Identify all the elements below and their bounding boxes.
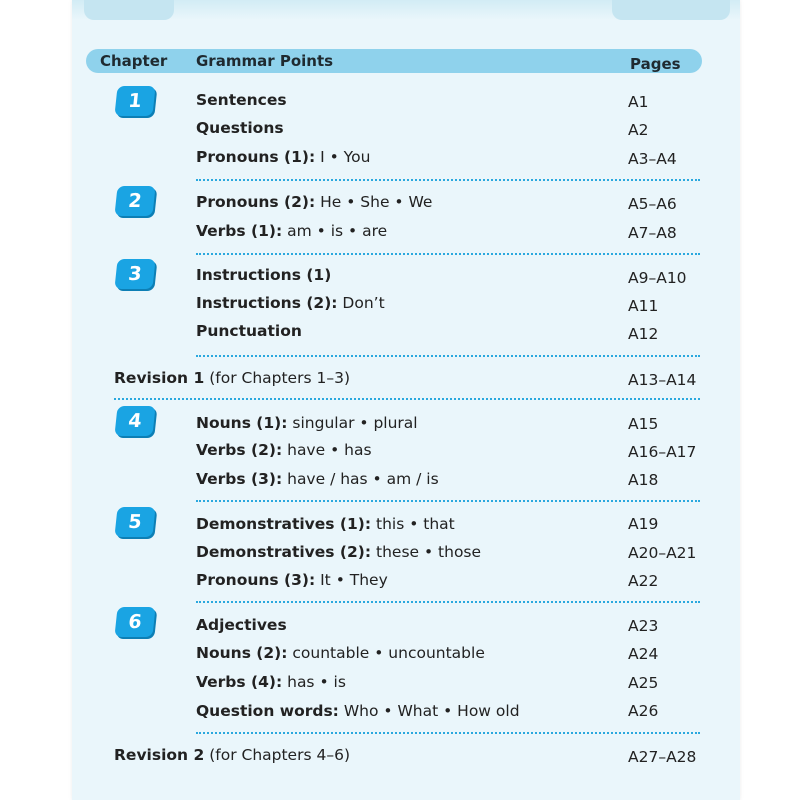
toc-page-ref: A27–A28 xyxy=(628,748,697,766)
revision-row: Revision 1 (for Chapters 1–3) xyxy=(114,369,350,387)
toc-row: Instructions (2): Don’t xyxy=(196,294,385,312)
toc-page-ref: A13–A14 xyxy=(628,371,697,389)
toc-page-ref: A1 xyxy=(628,93,649,111)
toc-page-ref: A24 xyxy=(628,645,659,663)
chapter-badge-1: 1 xyxy=(114,86,155,116)
toc-page-ref: A25 xyxy=(628,674,659,692)
divider xyxy=(196,179,700,181)
divider xyxy=(196,253,700,255)
toc-row: Sentences xyxy=(196,91,287,109)
toc-page-ref: A16–A17 xyxy=(628,443,697,461)
toc-page-ref: A3–A4 xyxy=(628,150,677,168)
toc-page-ref: A11 xyxy=(628,297,659,315)
toc-row: Verbs (4): has • is xyxy=(196,673,346,691)
toc-row: Pronouns (1): I • You xyxy=(196,148,371,166)
toc-page-ref: A19 xyxy=(628,515,659,533)
toc-row: Adjectives xyxy=(196,616,287,634)
toc-row: Pronouns (3): It • They xyxy=(196,571,388,589)
toc-row: Verbs (2): have • has xyxy=(196,441,372,459)
divider xyxy=(196,601,700,603)
toc-page-ref: A7–A8 xyxy=(628,224,677,242)
header-grammar-points: Grammar Points xyxy=(196,52,334,70)
toc-page-ref: A22 xyxy=(628,572,659,590)
toc-page-ref: A18 xyxy=(628,471,659,489)
toc-page-ref: A15 xyxy=(628,415,659,433)
toc-row: Demonstratives (2): these • those xyxy=(196,543,482,561)
toc-page-ref: A12 xyxy=(628,325,659,343)
toc-page-ref: A26 xyxy=(628,702,659,720)
toc-row: Verbs (3): have / has • am / is xyxy=(196,470,439,488)
toc-row: Nouns (2): countable • uncountable xyxy=(196,644,485,662)
toc-page-ref: A2 xyxy=(628,121,649,139)
toc-row: Demonstratives (1): this • that xyxy=(196,515,455,533)
toc-row: Nouns (1): singular • plural xyxy=(196,414,418,432)
chapter-badge-3: 3 xyxy=(114,259,155,289)
divider xyxy=(196,355,700,357)
chapter-badge-2: 2 xyxy=(114,186,155,216)
revision-row: Revision 2 (for Chapters 4–6) xyxy=(114,746,350,764)
divider xyxy=(114,398,700,400)
table-header-bar xyxy=(86,49,702,73)
divider xyxy=(196,500,700,502)
toc-row: Question words: Who • What • How old xyxy=(196,702,520,720)
toc-page-ref: A23 xyxy=(628,617,659,635)
header-pages: Pages xyxy=(630,55,681,73)
toc-page-ref: A9–A10 xyxy=(628,269,687,287)
top-left-tab-decoration xyxy=(84,0,174,20)
divider xyxy=(196,732,700,734)
chapter-badge-6: 6 xyxy=(114,607,155,637)
toc-page-ref: A20–A21 xyxy=(628,544,697,562)
chapter-badge-4: 4 xyxy=(114,406,155,436)
top-right-tab-decoration xyxy=(612,0,730,20)
toc-row: Punctuation xyxy=(196,322,302,340)
chapter-badge-5: 5 xyxy=(114,507,155,537)
toc-row: Instructions (1) xyxy=(196,266,332,284)
toc-page-ref: A5–A6 xyxy=(628,195,677,213)
toc-row: Verbs (1): am • is • are xyxy=(196,222,388,240)
header-chapter: Chapter xyxy=(100,52,168,70)
toc-row: Questions xyxy=(196,119,284,137)
toc-row: Pronouns (2): He • She • We xyxy=(196,193,433,211)
